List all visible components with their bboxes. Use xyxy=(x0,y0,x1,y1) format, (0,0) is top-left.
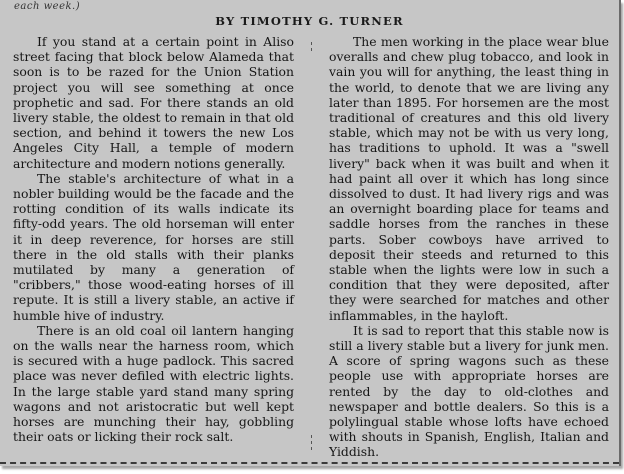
paragraph: The stable's architecture of what in a nobler building would be the facade and the rotting condition of its walls indicate its fifty-odd years. The old horseman will enter it in deep reverence, for horses are still there in the old stalls with their planks mutilated by many a generation of "cribbers," those wood-eating horses of ill repute. It is still a livery stable, an active if humble hive of industry. xyxy=(13,170,294,323)
paragraph: The men working in the place wear blue overalls and chew plug tobacco, and look in vain you will for anything, the least thing in the world, to denote that we are living any later than 1895. For horsemen are the most traditional of creatures and this old livery stable, which may not be with us very long, has traditions to uphold. It was a "swell livery" back when it was built and when it had paint all over it which has long since dissolved to dust. It had livery rigs and was an overnight boarding place for teams and saddle horses from the ranches in these parts. Sober cowboys have arrived to deposit their steeds and returned to this stable when the lights were low in such a condition that they were deposited, after they were searched for matches and other inflammables, in the hayloft. xyxy=(329,34,609,323)
paragraph: There is an old coal oil lantern hanging on the walls near the harness room, which is secured with a huge padlock. This sacred place was never defiled with electric lights. In the large stable yard stand many spring wagons and not aristocratic but well kept horses are munching their hay, gobbling their oats or licking their rock salt. xyxy=(13,322,294,445)
byline: BY TIMOTHY G. TURNER xyxy=(215,14,404,28)
column-divider-mark xyxy=(311,435,313,453)
paragraph: It is sad to report that this stable now is still a livery stable but a livery for junk men. A score of spring wagons such as these people use with appropriate horses are rented by the day to old-clothes and newspaper and bottle dealers. So this is a polylingual stable whose lofts have echoed with shouts in Spanish, English, Italian and Yiddish. xyxy=(329,322,609,460)
article-left-column xyxy=(13,34,294,444)
caption-fragment: each week.) xyxy=(14,1,81,12)
bottom-rule xyxy=(0,462,619,464)
paragraph: If you stand at a certain point in Aliso street facing that block below Alameda that soon is to be razed for the Union Station project you will see something at once prophetic and sad. For there stands an old livery stable, the oldest to remain in that old section, and behind it towers the new Los Angeles City Hall, a temple of modern architecture and modern notions generally. xyxy=(13,34,294,171)
column-divider-mark xyxy=(311,42,313,54)
article-right-column xyxy=(329,34,609,460)
